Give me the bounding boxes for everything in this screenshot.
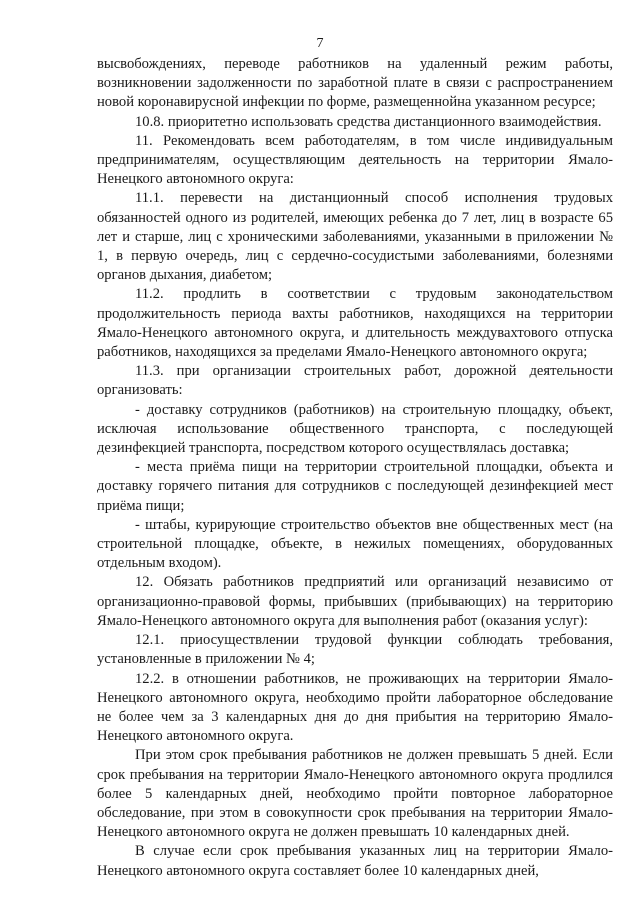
paragraph-11-3: 11.3. при организации строительных работ, дорожной деятельности организовать: xyxy=(97,363,613,399)
paragraph-12-1: 12.1. приосуществлении трудовой функции соблюдать требования, установленные в приложении № 4; xyxy=(97,632,613,668)
list-item-meals: - места приёма пищи на территории строительной площадки, объекта и доставку горячего питания для сотрудников с последующей дезинфекцией мест приёма пищи; xyxy=(97,459,613,514)
paragraph-10-8: 10.8. приоритетно использовать средства дистанционного взаимодействия. xyxy=(135,113,602,130)
list-item-delivery: - доставку сотрудников (работников) на строительную площадку, объект, исключая использование общественного транспорта, с последующей дезинфекцией транспорта, посредством которого осуществлялась доставка; xyxy=(97,401,613,457)
document-body xyxy=(97,55,613,881)
paragraph-12-2: 12.2. в отношении работников, не проживающих на территории Ямало-Ненецкого автономного округа, необходимо пройти лабораторное обследование не более чем за 3 календарных дня до дня прибытия на территорию Ямало-Ненецкого автономного округа. xyxy=(97,670,613,745)
list-item-headquarters: - штабы, курирующие строительство объектов вне общественных мест (на строительной площадке, объекте, в нежилых помещениях, оборудованных отдельным входом). xyxy=(97,516,613,572)
paragraph-12: 12. Обязать работников предприятий или организаций независимо от организационно-правовой формы, прибывших (прибывающих) на территорию Ямало-Ненецкого автономного округа для выполнения работ (оказания услуг): xyxy=(97,574,613,629)
paragraph-11-1: 11.1. перевести на дистанционный способ исполнения трудовых обязанностей одного из родителей, имеющих ребенка до 7 лет, лиц в возрасте 65 лет и старше, лиц с хроническими заболеваниями, указанными в приложении № 1, в первую очередь, лиц с сердечно-сосудистыми заболеваниями, болезнями органов дыхания, диабетом; xyxy=(97,190,613,284)
paragraph-1: высвобождениях, переводе работников на удаленный режим работы, возникновении задолженности по заработной плате в связи с распространением новой коронавирусной инфекции по форме, размещеннойна указанном ресурсе; xyxy=(97,56,613,111)
paragraph-11: 11. Рекомендовать всем работодателям, в том числе индивидуальным предпринимателям, осуществляющим деятельность на территории Ямало-Ненецкого автономного округа: xyxy=(97,132,613,188)
paragraph-stay-duration: При этом срок пребывания работников не должен превышать 5 дней. Если срок пребывания на территории Ямало-Ненецкого автономного округа продлился более 5 календарных дней, необходимо пройти повторное лабораторное обследование, при этом в совокупности срок пребывания на территории Ямало-Ненецкого автономного округа не должен превышать 10 календарных дней. xyxy=(97,747,613,841)
page-number: 7 xyxy=(316,36,324,51)
paragraph-11-2: 11.2. продлить в соответствии с трудовым законодательством продолжительность периода вахты работников, находящихся на территории Ямало-Ненецкого автономного округа, и длительность междувахтового отпуска работников, находящихся за пределами Ямало-Ненецкого автономного округа; xyxy=(97,286,613,361)
paragraph-stay-over-10-days: В случае если срок пребывания указанных лиц на территории Ямало-Ненецкого автономного округа составляет более 10 календарных дней, xyxy=(97,843,613,879)
